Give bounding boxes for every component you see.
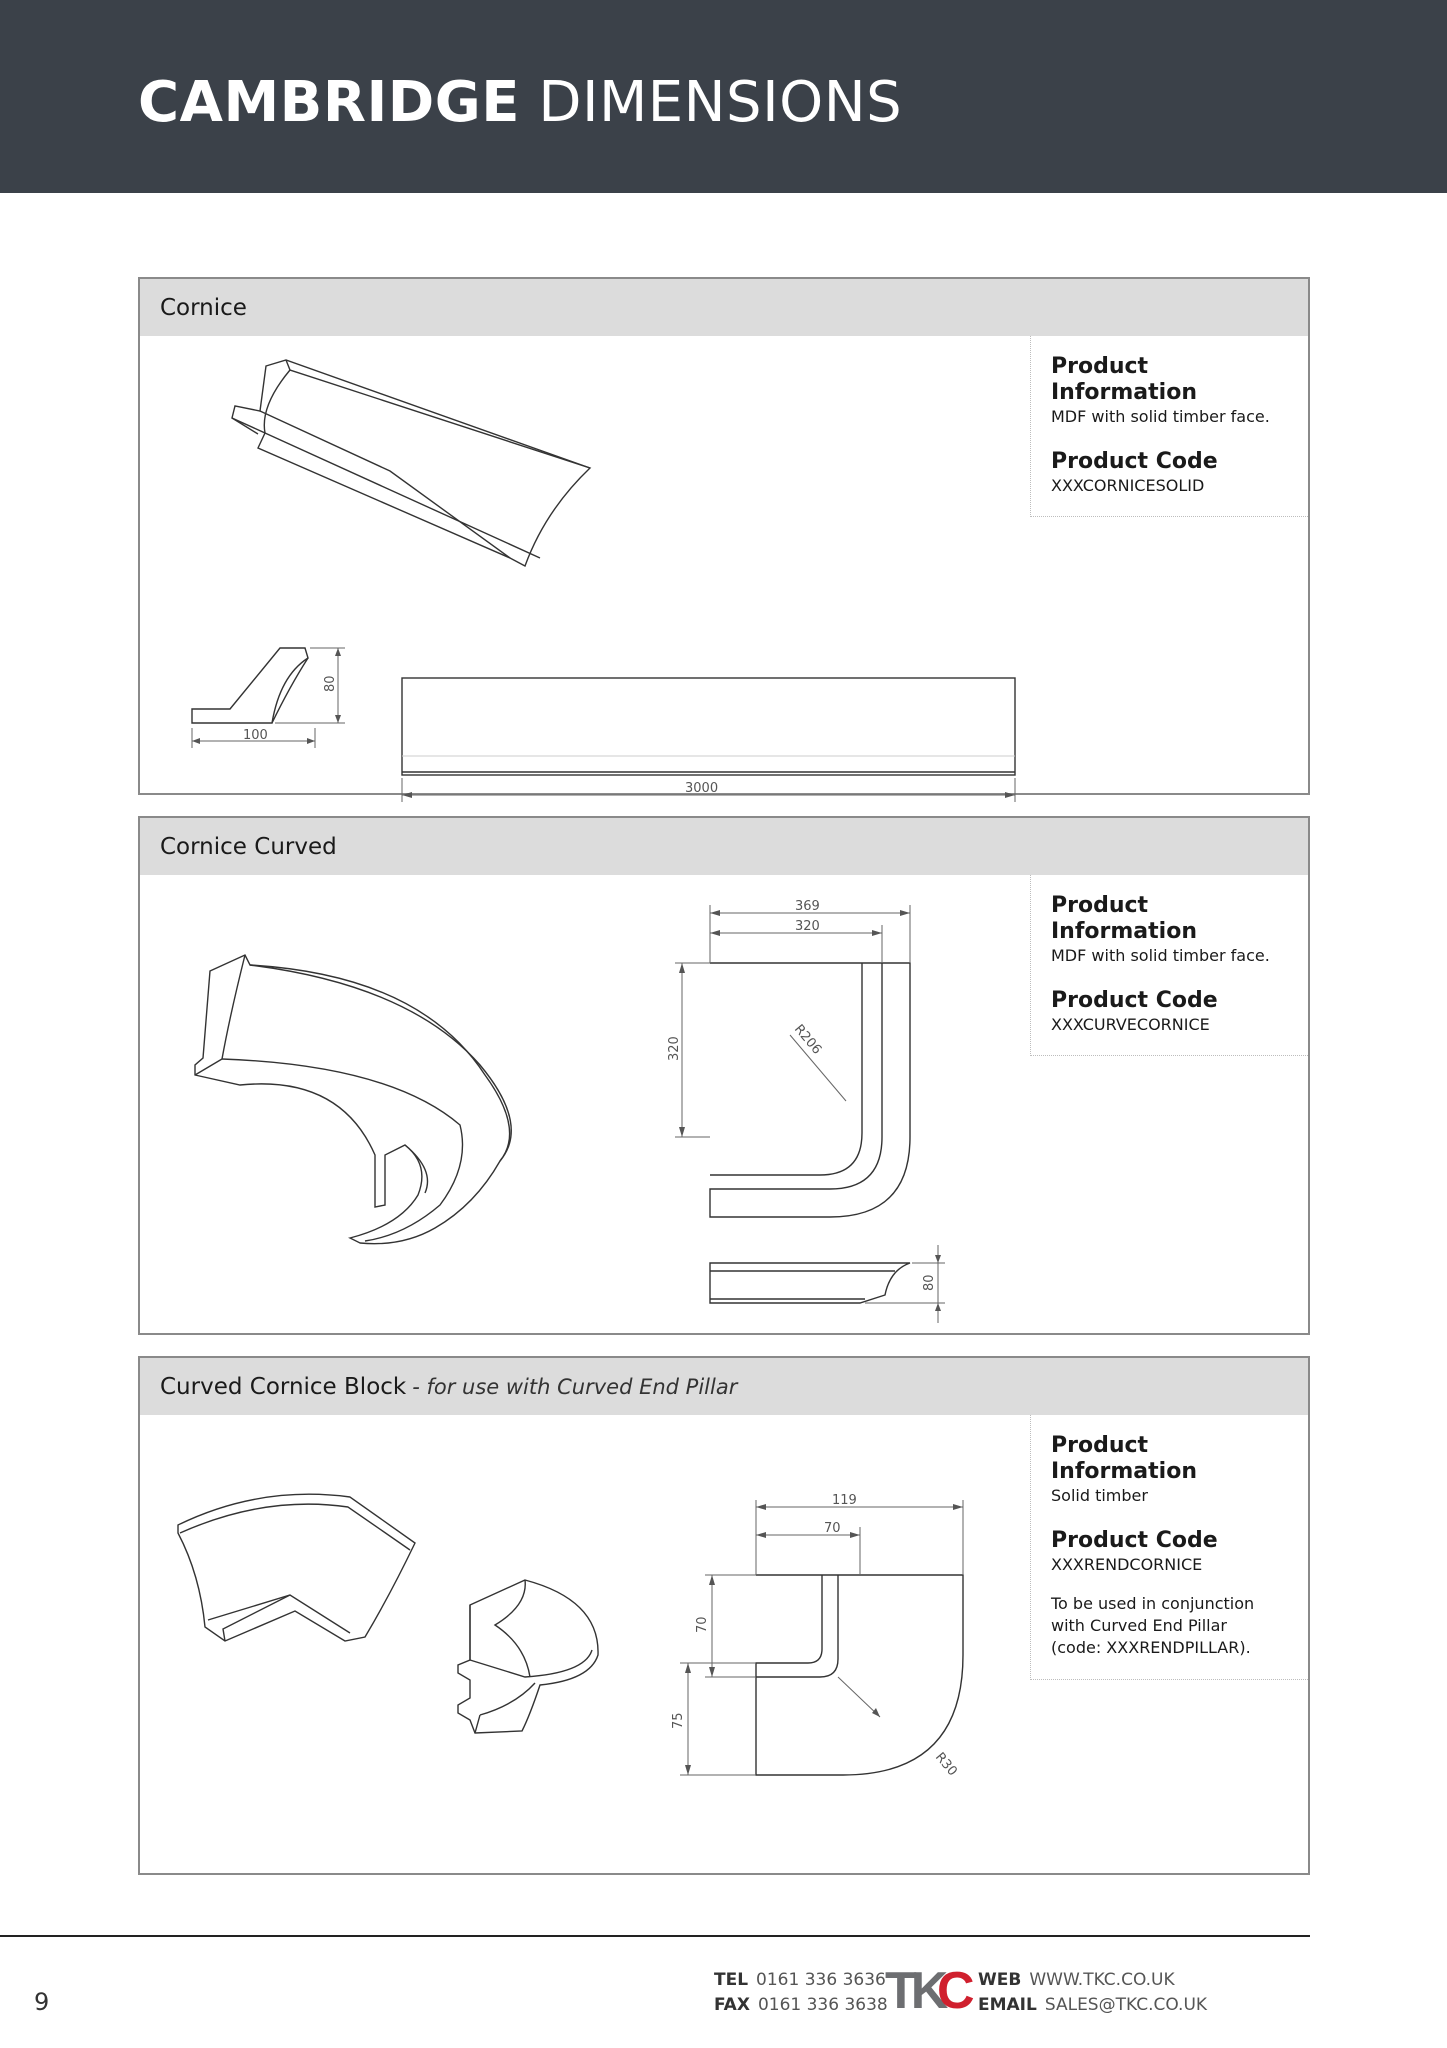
cornice-curved-code-text: XXXCURVECORNICE xyxy=(1051,1015,1210,1034)
cornice-3d-view xyxy=(232,360,590,566)
footer-tel-value: 0161 336 3636 xyxy=(756,1970,886,1990)
footer-fax-value: 0161 336 3638 xyxy=(757,1995,888,2015)
cornice-info-text: MDF with solid timber face. xyxy=(1051,407,1270,426)
cornice-width-dim: 100 xyxy=(243,728,268,743)
panel-cornice-curved-body xyxy=(140,875,1308,1333)
block-3d-view-b xyxy=(458,1580,598,1733)
panel-cornice-title: Cornice xyxy=(160,294,247,321)
tkc-logo-text: TK xyxy=(885,1962,943,2020)
panel-cornice-header xyxy=(140,279,1308,336)
panel-cornice-curved-header xyxy=(140,818,1308,875)
footer-tel-label: TEL xyxy=(714,1970,749,1990)
panel-cornice-curved xyxy=(138,816,1310,1335)
cornice-height-dim: 80 xyxy=(323,675,338,692)
block-code-text: XXXRENDCORNICE xyxy=(1051,1555,1203,1574)
cornice-curved-info-text: MDF with solid timber face. xyxy=(1051,946,1270,965)
cornice-profile-view xyxy=(192,648,345,748)
footer-email-link[interactable]: SALES@TKC.CO.UK xyxy=(1044,1995,1208,2015)
page-number: 9 xyxy=(34,1988,50,2016)
footer-web-link[interactable]: WWW.TKC.CO.UK xyxy=(1029,1970,1175,1990)
panel-cornice-curved-title: Cornice Curved xyxy=(160,833,337,860)
cornice-info-heading: Product Information xyxy=(1051,354,1197,405)
footer-email xyxy=(978,1995,1207,2015)
panel-curved-cornice-block-title: Curved Cornice Block xyxy=(160,1373,407,1400)
block-usage-note: To be used in conjunction with Curved End Pillar (code: XXXRENDPILLAR). xyxy=(1051,1594,1255,1657)
cornice-code-text: XXXCORNICESOLID xyxy=(1051,476,1205,495)
footer-fax-label: FAX xyxy=(714,1995,750,2015)
page-header xyxy=(0,0,1447,193)
cornice-curved-code-heading: Product Code xyxy=(1051,988,1218,1013)
cornice-length-dim: 3000 xyxy=(685,781,719,796)
panel-cornice-body xyxy=(140,336,1308,796)
cornice-info-box xyxy=(1030,336,1308,517)
footer-tel xyxy=(714,1970,886,1990)
cornice-curved-side-view xyxy=(710,1245,945,1323)
footer-web-label: WEB xyxy=(978,1970,1022,1990)
block-inner-dim: 70 xyxy=(824,1521,841,1536)
cornice-curved-outer-dim: 369 xyxy=(795,899,820,914)
panel-curved-cornice-block-subtitle: - for use with Curved End Pillar xyxy=(412,1374,738,1399)
cornice-curved-depth-dim: 320 xyxy=(667,1036,682,1061)
block-code-heading: Product Code xyxy=(1051,1528,1218,1553)
cornice-curved-radius-dim: R206 xyxy=(790,1021,825,1058)
cornice-curved-inner-dim: 320 xyxy=(795,919,820,934)
footer-web xyxy=(978,1970,1175,1990)
block-side-upper-dim: 70 xyxy=(695,1616,710,1633)
panel-curved-cornice-block-body xyxy=(140,1415,1308,1873)
block-outer-dim: 119 xyxy=(832,1493,857,1508)
panel-cornice xyxy=(138,277,1310,795)
block-info-box xyxy=(1030,1415,1308,1680)
cornice-length-view xyxy=(402,678,1015,802)
block-radius-dim: R30 xyxy=(931,1749,960,1780)
block-info-heading: Product Information xyxy=(1051,1433,1197,1484)
panel-curved-cornice-block-header xyxy=(140,1358,1308,1415)
tkc-logo xyxy=(885,1962,975,2020)
block-plan-view xyxy=(671,1493,963,1779)
cornice-curved-info-heading: Product Information xyxy=(1051,893,1197,944)
cornice-curved-info-box xyxy=(1030,875,1308,1056)
panel-curved-cornice-block xyxy=(138,1356,1310,1875)
cornice-code-heading: Product Code xyxy=(1051,449,1218,474)
cornice-curved-plan-view xyxy=(667,899,910,1217)
footer-email-label: EMAIL xyxy=(978,1995,1037,2015)
cornice-curved-3d-view xyxy=(195,955,511,1244)
block-3d-view-a xyxy=(178,1494,415,1641)
footer-fax xyxy=(714,1995,888,2015)
cornice-curved-height-dim: 80 xyxy=(922,1274,937,1291)
block-info-text: Solid timber xyxy=(1051,1486,1148,1505)
block-side-lower-dim: 75 xyxy=(671,1712,686,1729)
page-title-bold: CAMBRIDGE xyxy=(138,70,521,135)
tkc-logo-c: C xyxy=(937,1962,975,2020)
footer-divider xyxy=(0,1935,1310,1937)
page-title-light: DIMENSIONS xyxy=(538,70,903,135)
page-title xyxy=(138,70,902,135)
